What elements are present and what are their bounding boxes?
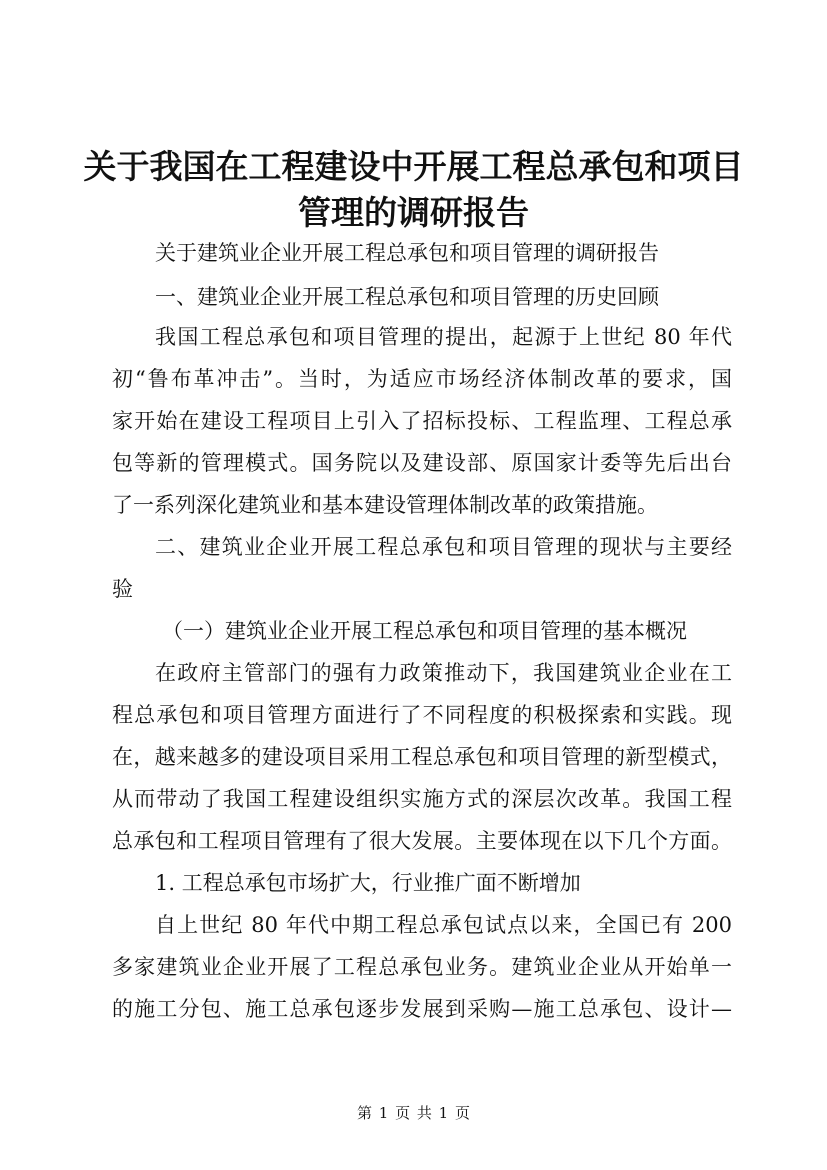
paragraph-line: 程总承包和项目管理方面进行了不同程度的积极探索和实践。现 [112,703,732,727]
paragraph-line: 自上世纪 80 年代中期工程总承包试点以来，全国已有 200 [155,913,732,937]
paragraph-line: 包等新的管理模式。国务院以及建设部、原国家计委等先后出台 [112,451,732,475]
paragraph-line: 在政府主管部门的强有力政策推动下，我国建筑业企业在工 [155,661,732,685]
paragraph-line: 了一系列深化建筑业和基本建设管理体制改革的政策措施。 [112,493,658,517]
subtitle-line: 关于建筑业企业开展工程总承包和项目管理的调研报告 [155,241,659,265]
subsection-heading: （一）建筑业企业开展工程总承包和项目管理的基本概况 [162,619,687,643]
section-heading-2-cont: 验 [112,577,133,601]
paragraph-line: 家开始在建设工程项目上引入了招标投标、工程监理、工程总承 [112,409,732,433]
paragraph-line: 多家建筑业企业开展了工程总承包业务。建筑业企业从开始单一 [112,955,732,979]
paragraph-line: 我国工程总承包和项目管理的提出，起源于上世纪 80 年代 [155,325,732,349]
paragraph-line: 总承包和工程项目管理有了很大发展。主要体现在以下几个方面。 [112,829,732,853]
paragraph-line: 在，越来越多的建设项目采用工程总承包和项目管理的新型模式， [112,745,732,769]
section-heading-2: 二、建筑业企业开展工程总承包和项目管理的现状与主要经 [155,535,732,559]
page-footer: 第 1 页 共 1 页 [357,1104,470,1122]
section-heading-1: 一、建筑业企业开展工程总承包和项目管理的历史回顾 [155,285,659,309]
document-title-line-2: 管理的调研报告 [298,193,529,232]
list-item-heading: 1. 工程总承包市场扩大，行业推广面不断增加 [155,871,581,895]
paragraph-line: 的施工分包、施工总承包逐步发展到采购—施工总承包、设计— [112,997,732,1021]
paragraph-line: 从而带动了我国工程建设组织实施方式的深层次改革。我国工程 [112,787,732,811]
paragraph-line: 初“鲁布革冲击”。当时，为适应市场经济体制改革的要求，国 [112,367,732,391]
document-title-line-1: 关于我国在工程建设中开展工程总承包和项目 [83,147,744,186]
